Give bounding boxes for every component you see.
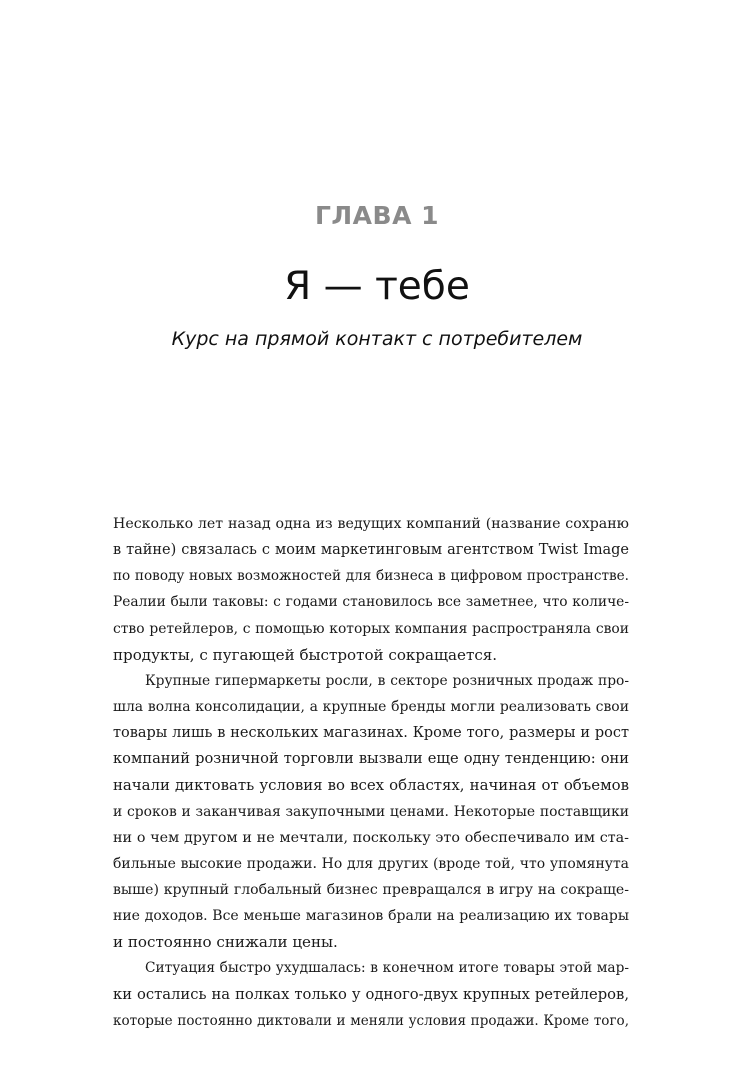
text-line: шла волна консолидации, а крупные бренды могли реализовать свои <box>113 698 629 715</box>
text-line: бильные высокие продажи. Но для других (вроде той, что упомянута <box>113 855 629 872</box>
text-line: выше) крупный глобальный бизнес превращался в игру на сокраще- <box>113 881 629 898</box>
text-line: Крупные гипермаркеты росли, в секторе розничных продаж про- <box>145 672 629 689</box>
paragraph <box>113 955 629 1033</box>
chapter-subtitle: Курс на прямой контакт с потребителем <box>171 328 583 350</box>
text-line: и постоянно снижали цены. <box>113 933 338 952</box>
text-line: которые постоянно диктовали и меняли условия продажи. Кроме того, <box>113 1012 629 1029</box>
text-line: ство ретейлеров, с помощью которых компания распространяла свои <box>113 620 629 637</box>
paragraph <box>113 511 629 668</box>
text-line: ние доходов. Все меньше магазинов брали на реализацию их товары <box>113 908 629 925</box>
body-text <box>113 511 629 1034</box>
text-line: товары лишь в нескольких магазинах. Кроме того, размеры и рост <box>113 725 629 742</box>
paragraph <box>113 668 629 956</box>
text-line: компаний розничной торговли вызвали еще одну тенденцию: они <box>113 750 629 768</box>
text-line: Реалии были таковы: с годами становилось все заметнее, что количе- <box>113 594 629 611</box>
chapter-number: ГЛАВА 1 <box>314 201 440 230</box>
text-line: по поводу новых возможностей для бизнеса в цифровом пространстве. <box>113 568 629 585</box>
text-line: начали диктовать условия во всех областях, начиная от объемов <box>113 776 629 795</box>
text-line: Ситуация быстро ухудшалась: в конечном итоге товары этой мар- <box>145 960 629 977</box>
chapter-title: Я — тебе <box>284 264 470 309</box>
text-line: ки остались на полках только у одного-двух крупных ретейлеров, <box>113 985 629 1003</box>
text-line: в тайне) связалась с моим маркетинговым агентством Twist Image <box>113 542 629 559</box>
text-line: Несколько лет назад одна из ведущих компаний (название сохраню <box>113 516 629 532</box>
text-line: и сроков и заканчивая закупочными ценами. Некоторые поставщики <box>113 803 629 820</box>
text-line: продукты, с пугающей быстротой сокращается. <box>113 645 498 664</box>
text-line: ни о чем другом и не мечтали, поскольку это обеспечивало им ста- <box>113 829 629 846</box>
